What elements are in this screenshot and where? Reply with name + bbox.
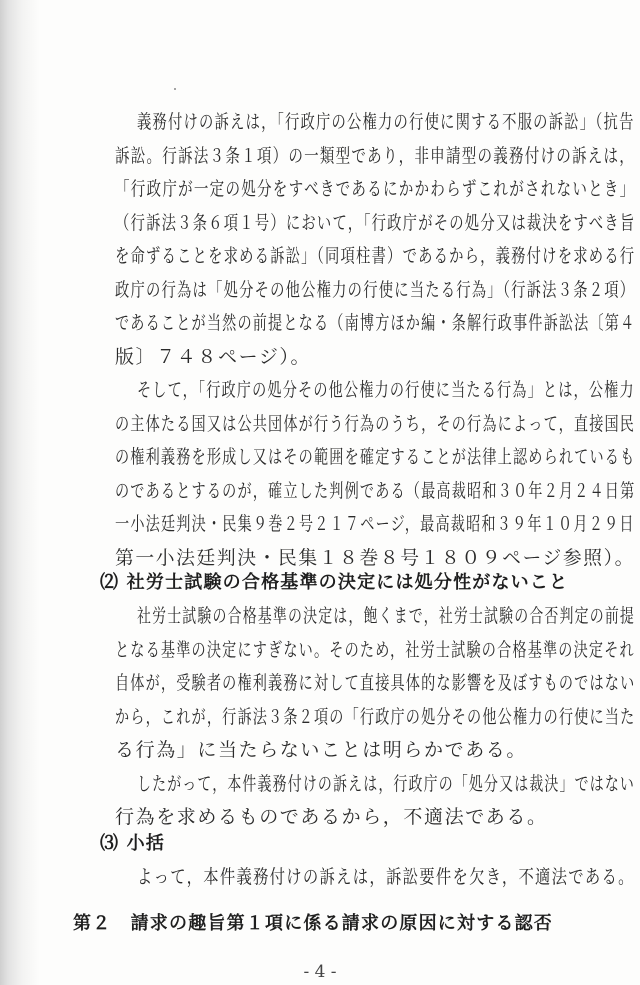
text-line: 政庁の行為は「処分その他公権力の行使に当たる行為」（行訴法３条２項） xyxy=(115,279,636,301)
text-line: したがって，本件義務付けの訴えは，行政庁の「処分又は裁決」ではない xyxy=(137,773,636,795)
page-number: - 4 - xyxy=(303,962,337,982)
text-line: 自体が，受験者の権利義務に対して直接具体的な影響を及ぼすものではない xyxy=(115,672,636,694)
chapter-heading: 第２ 請求の趣旨第１項に係る請求の原因に対する認否 xyxy=(73,913,553,934)
text-line: 「行政庁が一定の処分をすべきであるにかかわらずこれがされないとき」 xyxy=(115,178,636,200)
text-line: 義務付けの訴えは，「行政庁の公権力の行使に関する不服の訴訟」（抗告 xyxy=(137,111,635,133)
text-line: となる基準の決定にすぎない。そのため，社労士試験の合格基準の決定それ xyxy=(115,639,635,661)
text-line: 版〕７４８ページ）。 xyxy=(115,346,312,368)
section-heading-3: ⑶ 小括 xyxy=(100,833,166,854)
text-line: のであるとするのが，確立した判例である（最高裁昭和３０年２月２４日第 xyxy=(115,480,636,502)
text-line: （行訴法３条６項１号）において，「行政庁がその処分又は裁決をすべき旨 xyxy=(115,212,636,234)
section-heading-2: ⑵ 社労士試験の合格基準の決定には処分性がないこと xyxy=(100,572,569,593)
text-line: から，これが，行訴法３条２項の「行政庁の処分その他公権力の行使に当た xyxy=(115,706,636,728)
text-line: 行為を求めるものであるから，不適法である。 xyxy=(115,806,548,828)
text-line: る行為」に当たらないことは明らかである。 xyxy=(115,739,528,761)
text-line: であることが当然の前提となる（南博方ほか編・条解行政事件訴訟法〔第４ xyxy=(115,312,636,334)
text-line: 第一小法廷判決・民集１８巻８号１８０９ページ参照）。 xyxy=(115,547,635,569)
text-line: の主体たる国又は公共団体が行う行為のうち，その行為によって，直接国民 xyxy=(115,413,636,435)
text-line: を命ずることを求める訴訟」（同項柱書）であるから，義務付けを求める行 xyxy=(115,245,636,267)
text-line: の権利義務を形成し又はその範囲を確定することが法律上認められているも xyxy=(115,446,636,468)
text-line: よって，本件義務付けの訴えは，訴訟要件を欠き，不適法である。 xyxy=(137,866,635,888)
text-line: そして，「行政庁の処分その他公権力の行使に当たる行為」とは，公権力 xyxy=(137,379,635,401)
text-line: 訴訟。行訴法３条１項）の一類型であり，非申請型の義務付けの訴えは， xyxy=(115,145,636,167)
text-line: 一小法廷判決・民集９巻２号２１７ページ，最高裁昭和３９年１０月２９日 xyxy=(115,513,635,535)
text-line: 社労士試験の合格基準の決定は，飽くまで，社労士試験の合否判定の前提 xyxy=(137,605,636,627)
